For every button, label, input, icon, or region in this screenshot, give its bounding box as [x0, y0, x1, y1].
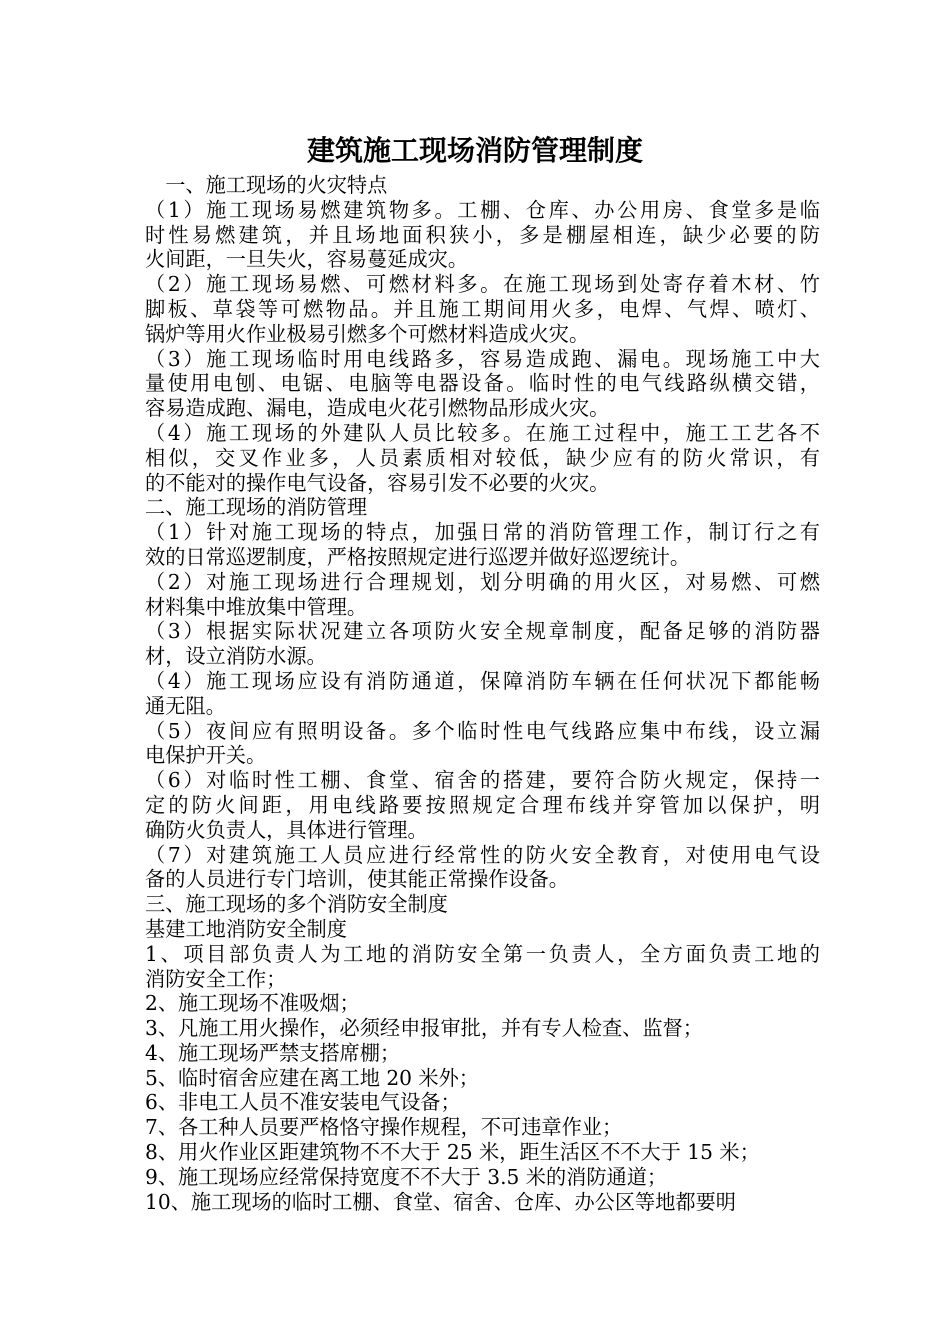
text-line: 备的人员进行专门培训，使其能正常操作设备。	[145, 867, 569, 892]
text-line: 时性易燃建筑，并且场地面积狭小，多是棚屋相连，缺少必要的防	[145, 222, 820, 247]
text-line: 二、施工现场的消防管理	[145, 495, 368, 520]
text-line: 2、施工现场不准吸烟；	[145, 991, 360, 1016]
text-line: 量使用电刨、电锯、电脑等电器设备。临时性的电气线路纵横交错，	[145, 371, 820, 396]
text-line: 火间距，一旦失火，容易蔓延成灾。	[145, 247, 469, 272]
text-line: 三、施工现场的多个消防安全制度	[145, 892, 448, 917]
text-line: 8、用火作业区距建筑物不不大于 25 米，距生活区不不大于 15 米；	[145, 1140, 760, 1165]
text-line: 6、非电工人员不准安装电气设备；	[145, 1090, 461, 1115]
document-title: 建筑施工现场消防管理制度	[306, 134, 643, 167]
text-line: （4）施工现场的外建队人员比较多。在施工过程中，施工工艺各不	[145, 420, 820, 445]
text-line: 通无阻。	[145, 693, 226, 718]
text-line: 基建工地消防安全制度	[145, 916, 347, 941]
text-line: 9、施工现场应经常保持宽度不不大于 3.5 米的消防通道；	[145, 1164, 668, 1189]
text-line: 锅炉等用火作业极易引燃多个可燃材料造成火灾。	[145, 321, 590, 346]
text-line: （3）施工现场临时用电线路多，容易造成跑、漏电。现场施工中大	[145, 346, 820, 371]
text-line: 材料集中堆放集中管理。	[145, 594, 368, 619]
text-line: 消防安全工作；	[145, 966, 287, 991]
text-line: 电保护开关。	[145, 743, 267, 768]
text-line: 容易造成跑、漏电，造成电火花引燃物品形成火灾。	[145, 396, 610, 421]
text-line: （6）对临时性工棚、食堂、宿舍的搭建，要符合防火规定，保持一	[145, 768, 820, 793]
text-line: 材，设立消防水源。	[145, 644, 327, 669]
text-line: （1）施工现场易燃建筑物多。工棚、仓库、办公用房、食堂多是临	[145, 197, 820, 222]
text-line: 确防火负责人，具体进行管理。	[145, 817, 428, 842]
document-body	[145, 173, 820, 1214]
text-line: （4）施工现场应设有消防通道，保障消防车辆在任何状况下都能畅	[145, 668, 820, 693]
text-line: 相似，交叉作业多，人员素质相对较低，缺少应有的防火常识，有	[145, 445, 820, 470]
text-line: （2）对施工现场进行合理规划，划分明确的用火区，对易燃、可燃	[145, 569, 820, 594]
text-line: 4、施工现场严禁支搭席棚；	[145, 1040, 401, 1065]
text-line: 7、各工种人员要严格恪守操作规程，不可违章作业；	[145, 1115, 623, 1140]
text-line: 1、项目部负责人为工地的消防安全第一负责人，全方面负责工地的	[145, 941, 820, 966]
text-line: （7）对建筑施工人员应进行经常性的防火安全教育，对使用电气设	[145, 842, 820, 867]
text-line: （2）施工现场易燃、可燃材料多。在施工现场到处寄存着木材、竹	[145, 272, 820, 297]
text-line: 脚板、草袋等可燃物品。并且施工期间用火多，电焊、气焊、喷灯、	[145, 296, 820, 321]
text-line: （1）针对施工现场的特点，加强日常的消防管理工作，制订行之有	[145, 520, 820, 545]
text-line: 的不能对的操作电气设备，容易引发不必要的火灾。	[145, 470, 610, 495]
text-line: （5）夜间应有照明设备。多个临时性电气线路应集中布线，设立漏	[145, 718, 820, 743]
text-line: 定的防火间距，用电线路要按照规定合理布线并穿管加以保护，明	[145, 792, 820, 817]
text-line: 一、施工现场的火灾特点	[145, 173, 388, 197]
text-line: 3、凡施工用火操作，必须经申报审批，并有专人检查、监督；	[145, 1016, 703, 1041]
text-line: 10、施工现场的临时工棚、食堂、宿舍、仓库、办公区等地都要明	[145, 1189, 736, 1214]
text-line: 效的日常巡逻制度，严格按照规定进行巡逻并做好巡逻统计。	[145, 544, 691, 569]
text-line: 5、临时宿舍应建在离工地 20 米外；	[145, 1065, 479, 1090]
text-line: （3）根据实际状况建立各项防火安全规章制度，配备足够的消防器	[145, 619, 820, 644]
